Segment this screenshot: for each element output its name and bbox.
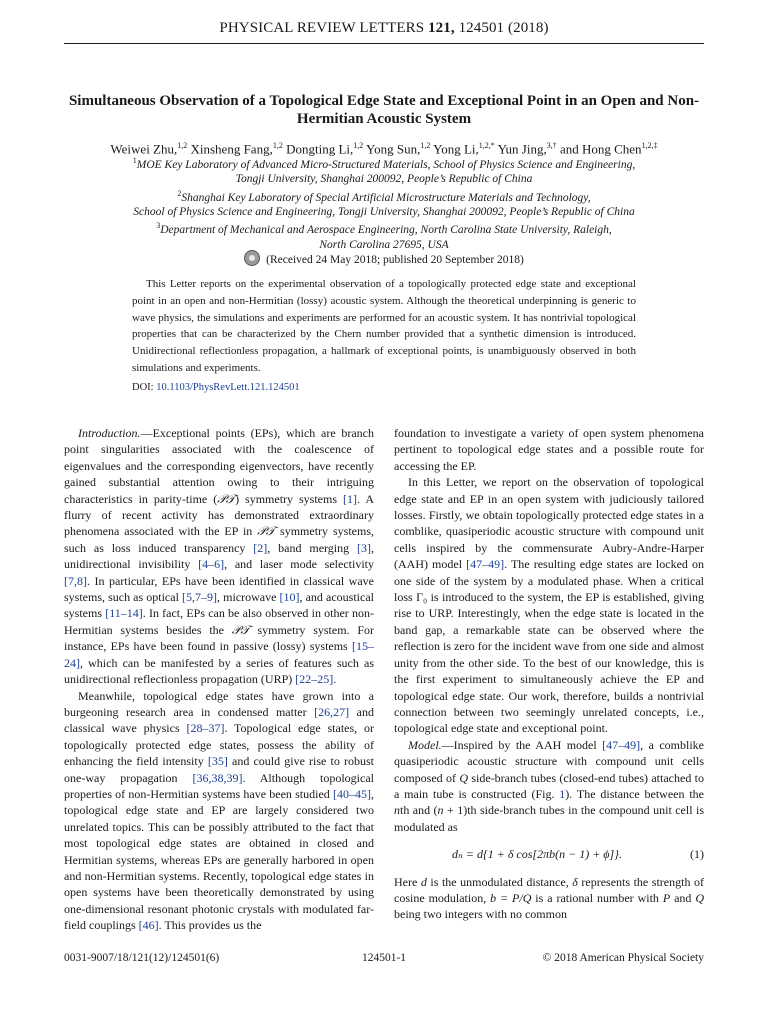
affiliation-list — [64, 154, 704, 252]
citation-link[interactable]: 1 — [559, 786, 566, 801]
affiliation-line — [64, 219, 704, 237]
math-symbol: n — [437, 803, 444, 818]
paragraph: Meanwhile, topological edge states have grown into a burgeoning research area in condensed matter [26,27] and classical wave physics [28–37]. Topological edge states, or topologically protected edge states, possess the ability of enhancing the field intensity [35] and could give rise to robust one-way propagation [36,38,39]. Although topological properties of non-Hermitian systems have been studied [40–45], topological edge state and EP are largely considered two unrelated topics. This can be possibly attributed to the fact that most topological edge states are obtained in closed and Hermitian systems, whereas EPs are generally harbored in open and non-Hermitian systems. Recently, topological edge states in open systems have been theoretically demonstrated by using one-dimensional resonant photonic crystals with modulated far-field couplings [46]. This provides us the — [64, 688, 375, 933]
paragraph: Model.—Inspired by the AAH model [47–49], a comblike quasiperiodic acoustic structure with compound unit cells composed of Q side-branch tubes (closed-end tubes) attached to a main tube is constructed (Fig. 1). The distance between the nth and (n + 1)th side-branch tubes in the compound unit cell is modulated as — [394, 737, 705, 834]
affiliation-line — [64, 205, 704, 219]
citation-link[interactable]: [7,8] — [64, 573, 87, 588]
abstract: This Letter reports on the experimental observation of a topologically protected edge state and exceptional point in an open and non-Hermitian (lossy) acoustic system. Although the theoretical underpinning is generic to wave physics, the simulations and experiments are performed for an acoustic system. It has nontrivial topological properties that can be characterized by the Chern number provided that a synthetic dimension is introduced. Unidirectional reflectionless propagation, a hallmark of exceptional points, is unambiguously observed in both simulations and experiments. — [132, 278, 636, 374]
running-header — [64, 20, 704, 42]
author-affil-mark: 1,2 — [272, 141, 283, 150]
citation-link[interactable]: [1] — [343, 491, 357, 506]
paragraph: Introduction.—Exceptional points (EPs), which are branch point singularities associated with the coalescence of eigenvalues and the corresponding eigenvectors, have recently gained substantial attention owing to their intriguing characteristics in parity-time (𝒫𝒯) symmetry systems [1]. A flurry of recent activity has demonstrated extraordinary phenomena associated with the EP in 𝒫𝒯 symmetry systems, such as loss induced transparency [2], band merging [3], unidirectional invisibility [4–6], and laser mode selectivity [7,8]. In particular, EPs have been identified in classical wave systems, such as optical [5,7–9], microwave [10], and acoustical systems [11–14]. In fact, EPs can be also observed in other non-Hermitian systems besides the 𝒫𝒯 symmetry system. For instance, EPs have been found in passive (lossy) systems [15–24], which can be manifested by a series of features such as unidirectional reflectionless propagation (URP) [22–25]. — [64, 426, 375, 687]
citation-link[interactable]: [2] — [253, 540, 268, 555]
author-name: and Hong Chen — [559, 141, 642, 157]
affiliation-text: Shanghai Key Laboratory of Special Artificial Microstructure Materials and Technology, — [181, 191, 591, 204]
affiliation-line — [64, 154, 704, 172]
citation-link[interactable]: [5,7–9] — [182, 590, 218, 605]
affiliation-line — [64, 187, 704, 205]
right-column-text — [394, 425, 704, 835]
math-symbol: d — [420, 874, 427, 889]
footer-copyright: © 2018 American Physical Society — [542, 952, 704, 964]
received-text: (Received 24 May 2018; published 20 September 2018) — [266, 254, 524, 266]
author-affil-mark: 1,2,‡ — [641, 141, 658, 150]
author-name: Dongting Li, — [286, 141, 354, 157]
paragraph: In this Letter, we report on the observation of topological edge state and EP in an open system with judiciously tailored losses. Firstly, we obtain topologically protected edge states in a comblike, quasiperiodic acoustic structure with compound unit cells inspired by the commensurate Aubry-Andre-Harper (AAH) model [47–49]. The resulting edge states are locked on one side of the system by a modulated phase. When a critical loss Γ₀ is introduced to the system, the EP is established, giving rise to URP. Interestingly, when the edge state is located in the band gap, a remarkable state can be observed where the reflection is zero for the incident wave from one side and almost unity from the other side. To the best of our knowledge, this is the first experiment to simultaneously achieve the EP and topological edge state. Our work, therefore, builds a nontrivial connection between two seemingly unrelated concepts, i.e., topological edge state and exceptional point. — [394, 475, 704, 736]
journal-citation: 124501 (2018) — [458, 20, 549, 36]
equation-number: (1) — [690, 847, 704, 862]
crossmark-icon[interactable] — [244, 250, 260, 266]
affiliation-mark: 3 — [156, 221, 161, 231]
citation-link[interactable]: [3] — [357, 540, 371, 555]
author-name: Weiwei Zhu, — [110, 141, 178, 157]
math-symbol: 𝒫𝒯 — [217, 491, 236, 506]
citation-link[interactable]: [22–25] — [295, 672, 334, 687]
citation-link[interactable]: [46] — [138, 918, 159, 933]
left-column — [64, 425, 374, 934]
author-name: Xinsheng Fang, — [190, 141, 273, 157]
citation-link[interactable]: [4–6] — [198, 557, 225, 572]
affiliation-text: MOE Key Laboratory of Advanced Micro-Structured Materials, School of Physics Science and Engineering, — [136, 158, 636, 171]
math-symbol: Q — [459, 770, 469, 785]
page-footer — [64, 952, 704, 968]
author-name: Yong Sun, — [366, 141, 421, 157]
math-symbol: Q — [695, 890, 704, 905]
math-symbol: 𝒫𝒯 — [231, 622, 250, 637]
header-rule — [64, 43, 704, 44]
citation-link[interactable]: [47–49] — [602, 737, 641, 752]
math-symbol: P — [662, 890, 671, 905]
doi-link[interactable]: 10.1103/PhysRevLett.121.124501 — [156, 382, 300, 393]
right-column-text-continued — [394, 874, 704, 923]
journal-volume: 121, — [428, 20, 455, 36]
journal-name: PHYSICAL REVIEW LETTERS — [219, 20, 425, 36]
section-lead: Model. — [408, 737, 442, 752]
received-line — [64, 250, 704, 266]
citation-link[interactable]: [28–37] — [186, 721, 225, 736]
author-affil-mark: 1,2 — [177, 141, 188, 150]
citation-link[interactable]: [47–49] — [466, 557, 505, 572]
math-symbol: b = P/Q — [490, 890, 532, 905]
paragraph: foundation to investigate a variety of open system phenomena pertinent to topological edge states and a possible route for accessing the EP. — [394, 426, 704, 473]
author-affil-mark: 3,† — [546, 141, 557, 150]
author-name: Yong Li, — [433, 141, 479, 157]
citation-link[interactable]: [40–45] — [333, 786, 371, 801]
affiliation-text: Department of Mechanical and Aerospace Engineering, North Carolina State University, Raleigh, — [160, 224, 612, 237]
math-symbol: δ — [572, 874, 578, 889]
right-column — [394, 425, 704, 923]
citation-link[interactable]: [11–14] — [105, 606, 143, 621]
citation-link[interactable]: [10] — [279, 590, 300, 605]
citation-link[interactable]: [35] — [207, 754, 228, 769]
citation-link[interactable]: [26,27] — [314, 704, 350, 719]
equation-1 — [394, 846, 704, 862]
doi-line — [132, 382, 636, 393]
page-number: 124501-1 — [361, 952, 407, 964]
paper-title: Simultaneous Observation of a Topological Edge State and Exceptional Point in an Open and Non-Hermitian Acoustic System — [68, 93, 700, 127]
author-name: Yun Jing, — [497, 141, 547, 157]
affiliation-mark: 1 — [132, 156, 137, 165]
affiliation-mark: 2 — [177, 188, 182, 198]
affiliation-text: North Carolina 27695, USA — [319, 238, 449, 251]
author-affil-mark: 1,2 — [420, 141, 431, 150]
affiliation-text: School of Physics Science and Engineering, Tongji University, Shanghai 200092, People’s Republic of China — [133, 205, 635, 218]
author-affil-mark: 1,2,* — [478, 141, 495, 150]
affiliation-text: Tongji University, Shanghai 200092, People’s Republic of China — [235, 173, 533, 186]
math-symbol: 𝒫𝒯 — [257, 524, 276, 539]
citation-link[interactable]: [15–24] — [64, 639, 374, 670]
footer-code: 0031-9007/18/121(12)/124501(6) — [64, 952, 220, 964]
section-lead: Introduction. — [78, 426, 141, 440]
math-symbol: n — [394, 803, 400, 818]
doi-label: DOI: — [132, 382, 154, 393]
affiliation-line — [64, 172, 704, 186]
author-affil-mark: 1,2 — [353, 141, 364, 150]
equation-expression: dₙ = d{1 + δ cos[2πb(n − 1) + ϕ]}. — [452, 847, 622, 862]
paragraph: Here d is the unmodulated distance, δ represents the strength of cosine modulation, b = P/Q is a rational number with P and Q being two integers with no common — [394, 874, 704, 922]
citation-link[interactable]: [36,38,39] — [192, 770, 243, 785]
